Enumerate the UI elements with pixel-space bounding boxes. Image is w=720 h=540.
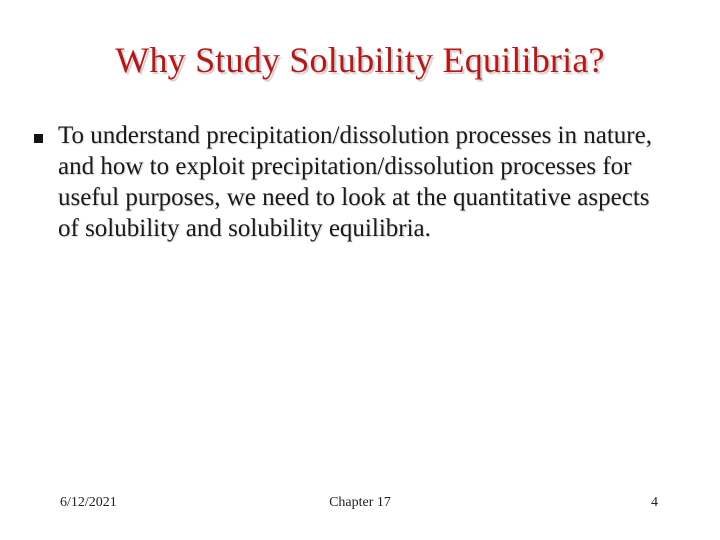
bullet-text: To understand precipitation/dissolution processes in nature, and how to exploit precipitation/dissolution processes for useful purposes, we need to look at the quantitative aspects of solubility and solubility equilibria. <box>58 122 652 242</box>
square-bullet-icon <box>34 134 43 143</box>
slide-title: Why Study Solubility Equilibria? <box>115 40 605 80</box>
footer-date: 6/12/2021 <box>60 495 117 510</box>
footer-chapter: Chapter 17 <box>329 495 391 510</box>
footer-page-number: 4 <box>651 495 658 510</box>
